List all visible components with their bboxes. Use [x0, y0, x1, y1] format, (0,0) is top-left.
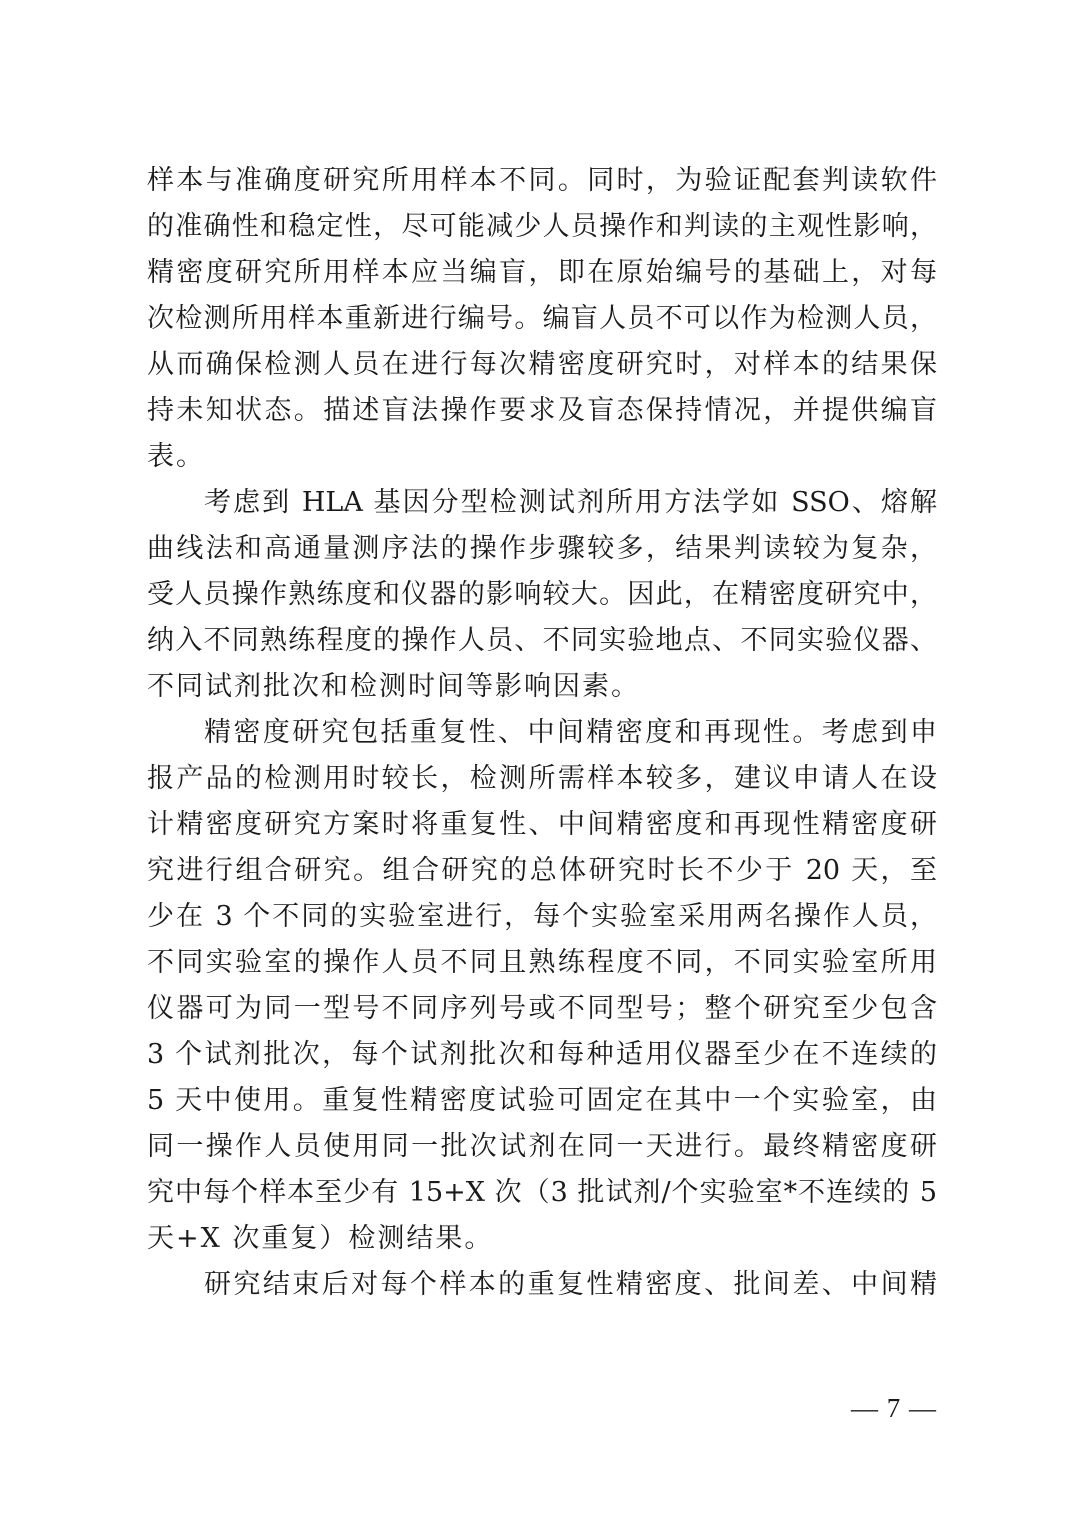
text-line: 5 天中使用。重复性精密度试验可固定在其中一个实验室，由	[147, 1085, 937, 1116]
text-line: 同一操作人员使用同一批次试剂在同一天进行。最终精密度研	[147, 1131, 937, 1162]
text-line: 精密度研究所用样本应当编盲，即在原始编号的基础上，对每	[147, 257, 937, 288]
text-line: 研究结束后对每个样本的重复性精密度、批间差、中间精	[204, 1269, 937, 1300]
text-line: 曲线法和高通量测序法的操作步骤较多，结果判读较为复杂，	[147, 533, 937, 564]
text-line: 不同实验室的操作人员不同且熟练程度不同，不同实验室所用	[147, 947, 937, 978]
text-line: 天+X 次重复）检测结果。	[147, 1223, 494, 1254]
text-line: 究进行组合研究。组合研究的总体研究时长不少于 20 天，至	[147, 855, 937, 886]
text-line: 究中每个样本至少有 15+X 次（3 批试剂/个实验室*不连续的 5	[147, 1177, 937, 1208]
text-line: 不同试剂批次和检测时间等影响因素。	[147, 671, 640, 702]
text-line: 表。	[147, 441, 205, 472]
text-line: 持未知状态。描述盲法操作要求及盲态保持情况，并提供编盲	[147, 395, 937, 426]
text-line: 少在 3 个不同的实验室进行，每个实验室采用两名操作人员，	[147, 901, 937, 932]
paragraph	[147, 158, 937, 480]
text-line: 报产品的检测用时较长，检测所需样本较多，建议申请人在设	[147, 763, 937, 794]
text-line: 的准确性和稳定性，尽可能减少人员操作和判读的主观性影响，	[147, 211, 937, 242]
body-text	[147, 158, 937, 1308]
text-line: 考虑到 HLA 基因分型检测试剂所用方法学如 SSO、熔解	[204, 487, 937, 518]
text-line: 仪器可为同一型号不同序列号或不同型号；整个研究至少包含	[147, 993, 937, 1024]
text-line: 纳入不同熟练程度的操作人员、不同实验地点、不同实验仪器、	[147, 625, 937, 656]
paragraph	[147, 480, 937, 710]
text-line: 从而确保检测人员在进行每次精密度研究时，对样本的结果保	[147, 349, 937, 380]
text-line: 次检测所用样本重新进行编号。编盲人员不可以作为检测人员，	[147, 303, 937, 334]
text-line: 样本与准确度研究所用样本不同。同时，为验证配套判读软件	[147, 165, 937, 196]
paragraph	[147, 710, 937, 1262]
text-line: 计精密度研究方案时将重复性、中间精密度和再现性精密度研	[147, 809, 937, 840]
text-line: 精密度研究包括重复性、中间精密度和再现性。考虑到申	[204, 717, 937, 748]
text-line: 3 个试剂批次，每个试剂批次和每种适用仪器至少在不连续的	[147, 1039, 937, 1070]
page-number: — 7 —	[851, 1393, 937, 1423]
text-line: 受人员操作熟练度和仪器的影响较大。因此，在精密度研究中，	[147, 579, 937, 610]
paragraph	[147, 1262, 937, 1308]
